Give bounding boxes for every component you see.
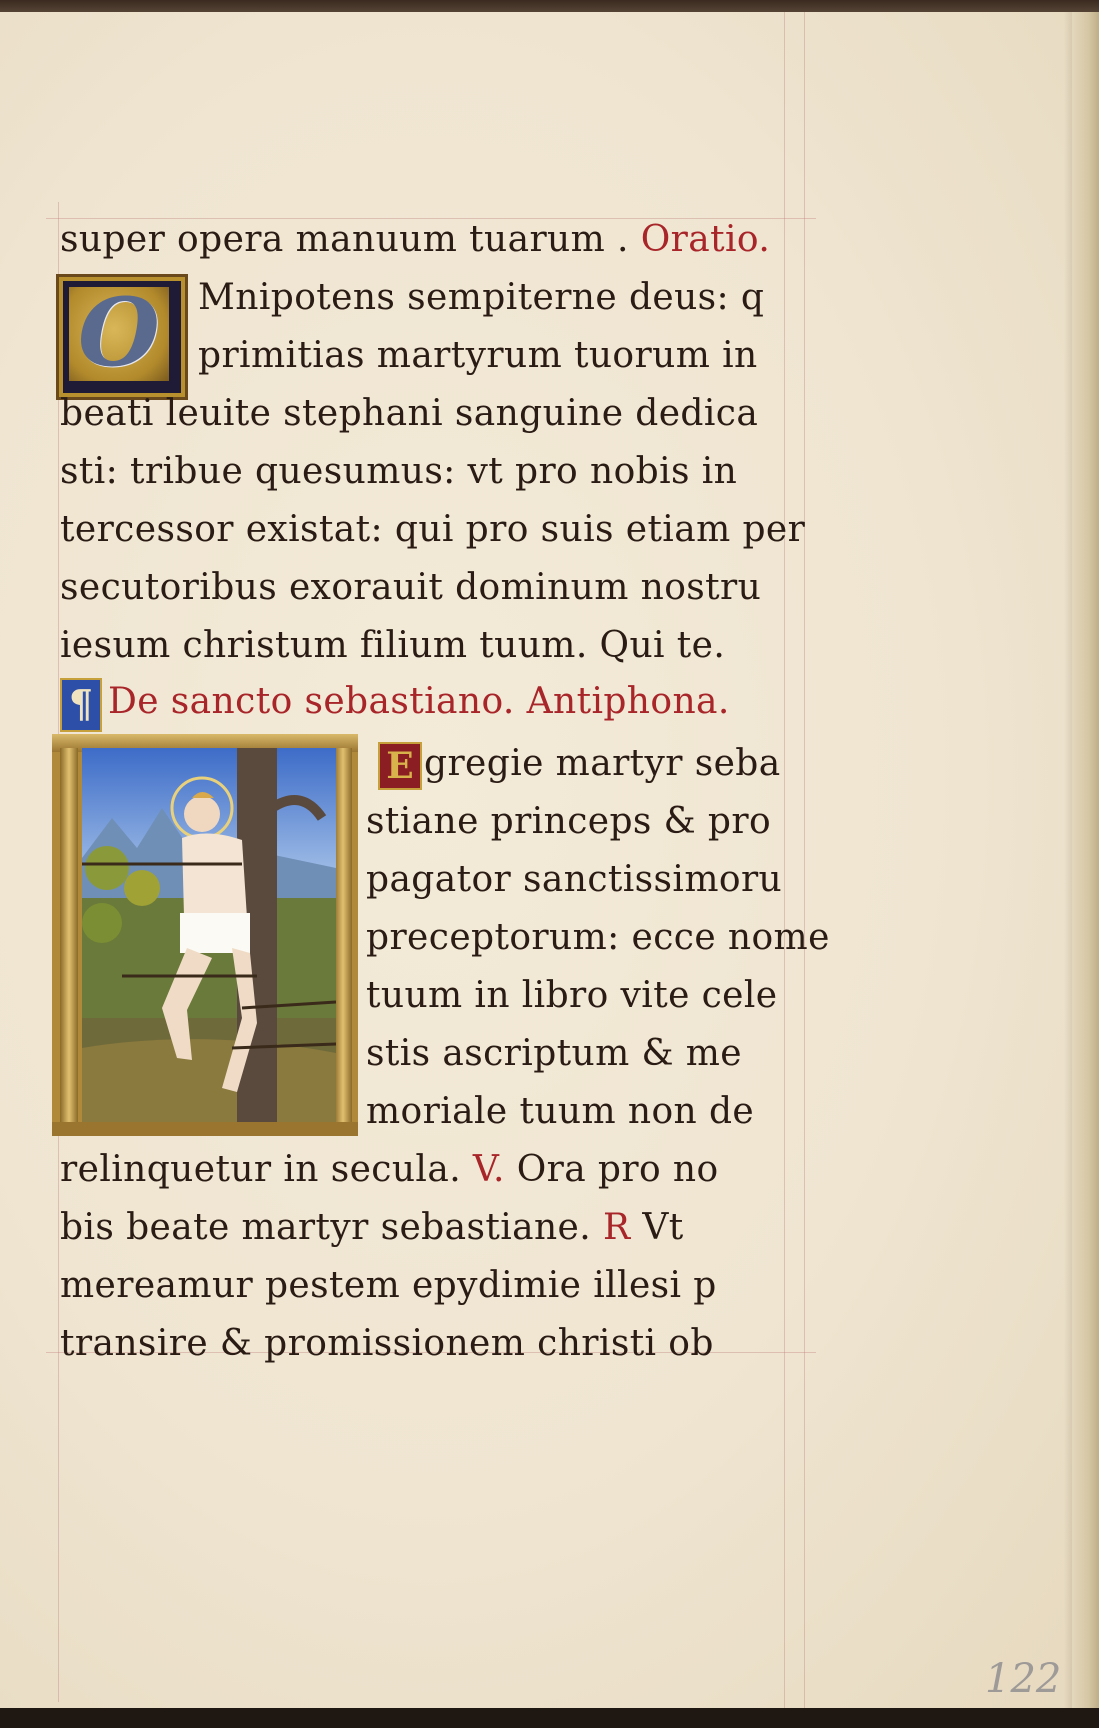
initial-o-letter: O xyxy=(78,278,160,388)
response-mark: R xyxy=(602,1207,631,1248)
antiphon-line-5: tuum in libro vite cele xyxy=(366,975,778,1016)
miniature-pillar-right xyxy=(334,748,352,1124)
text-line-8: iesum christum filium tuum. Qui te. xyxy=(60,625,726,666)
text-line-lower-2: bis beate martyr sebastiane. R Vt xyxy=(60,1207,684,1248)
text-line-6: tercessor existat: qui pro suis etiam per xyxy=(60,509,806,550)
text-line-lower-1: relinquetur in secula. V. Ora pro no xyxy=(60,1149,719,1190)
book-bottom-edge xyxy=(0,1708,1099,1728)
text-line-3: primitias martyrum tuorum in xyxy=(198,335,758,376)
ruling-line xyxy=(804,12,805,1712)
ruling-line xyxy=(784,12,785,1712)
miniature-pillar-left xyxy=(60,748,78,1124)
antiphon-line-7: moriale tuum non de xyxy=(366,1091,755,1132)
text-line-4: beati leuite stephani sanguine dedica xyxy=(60,393,759,434)
rubric-oratio: Oratio. xyxy=(640,219,771,260)
next-leaf-edge xyxy=(1072,12,1099,1712)
versicle-mark: V. xyxy=(472,1149,505,1190)
folio-number: 122 xyxy=(985,1656,1062,1702)
antiphon-line-3: pagator sanctissimoru xyxy=(366,859,783,900)
text-line-7: secutoribus exorauit dominum nostru xyxy=(60,567,762,608)
antiphon-line-6: stis ascriptum & me xyxy=(366,1033,743,1074)
initial-e: E xyxy=(378,742,422,790)
text-line-lower-4: transire & promissionem christi ob xyxy=(60,1323,714,1364)
text-line-2: Mnipotens sempiterne deus: q xyxy=(198,277,765,318)
section-heading-rubric: De sancto sebastiano. Antiphona. xyxy=(108,681,730,722)
illuminated-initial-o xyxy=(56,274,188,400)
parchment-leaf xyxy=(0,12,1080,1712)
miniature-saint-sebastian xyxy=(52,734,358,1136)
pilcrow-mark: ¶ xyxy=(60,678,102,732)
miniature-base xyxy=(52,1122,358,1136)
antiphon-line-4: preceptorum: ecce nome xyxy=(366,917,830,958)
antiphon-line-2: stiane princeps & pro xyxy=(366,801,772,842)
text-line-5: sti: tribue quesumus: vt pro nobis in xyxy=(60,451,738,492)
antiphon-line-1: gregie martyr seba xyxy=(424,743,781,784)
text-line-1: super opera manuum tuarum . Oratio. xyxy=(60,219,771,260)
miniature-scene xyxy=(82,748,336,1124)
text-line-lower-3: mereamur pestem epydimie illesi p xyxy=(60,1265,717,1306)
